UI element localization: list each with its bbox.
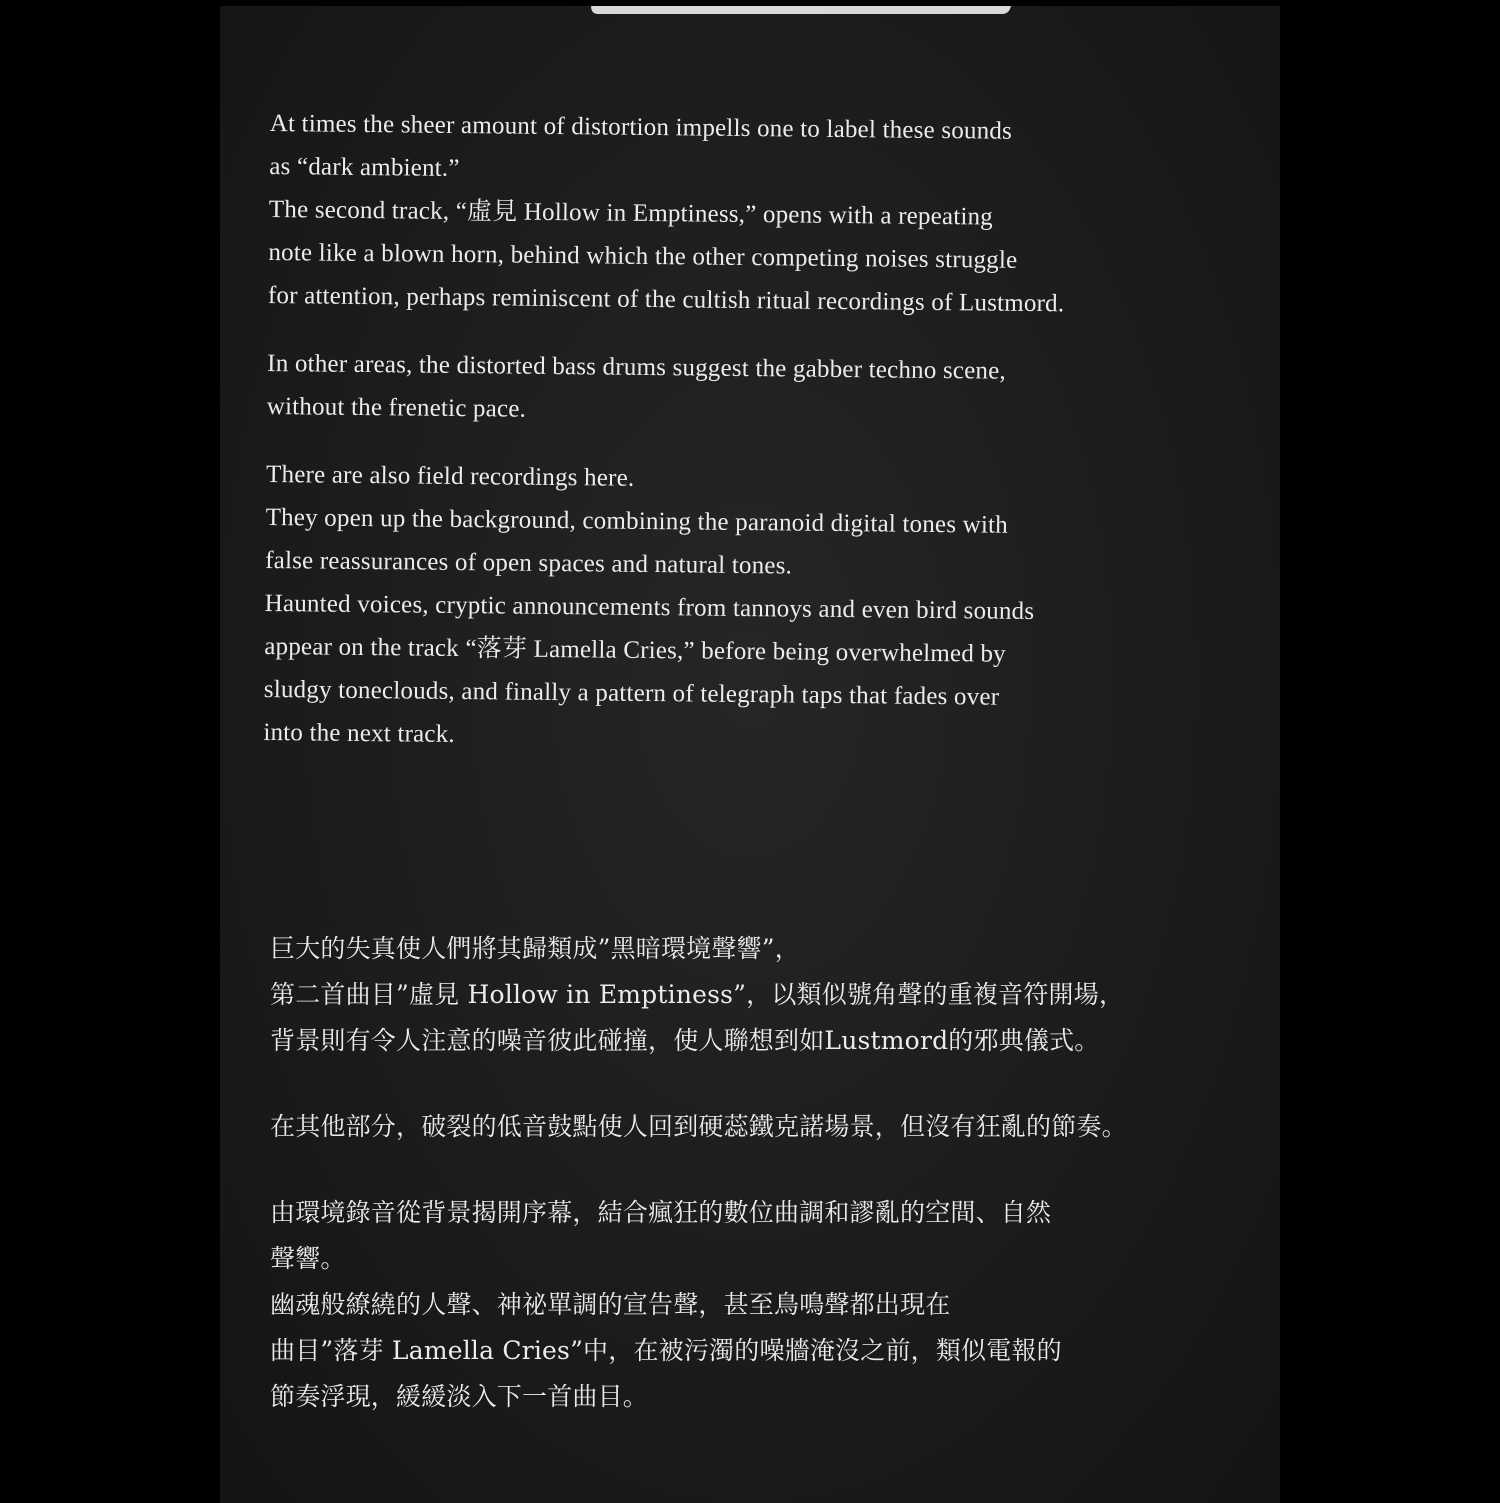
english-line: note like a blown horn, behind which the other competing noises struggle (268, 238, 1018, 274)
english-line: without the frenetic pace. (266, 392, 527, 423)
english-line: sludgy toneclouds, and finally a pattern of telegraph taps that fades over (263, 675, 1000, 711)
chinese-line: 背景則有令人注意的噪音彼此碰撞，使人聯想到如Lustmord的邪典儀式。 (270, 1026, 1100, 1055)
chinese-line: 由環境錄音從背景揭開序幕，結合瘋狂的數位曲調和謬亂的空間、自然 (270, 1198, 1052, 1227)
english-line: into the next track. (263, 718, 455, 748)
english-line: Haunted voices, cryptic announcements from tannoys and even bird sounds (264, 589, 1035, 626)
english-line: false reassurances of open spaces and natural tones. (265, 546, 793, 580)
english-line: They open up the background, combining the paranoid digital tones with (265, 503, 1009, 539)
english-text (263, 102, 1066, 762)
english-line: In other areas, the distorted bass drums suggest the gabber techno scene, (267, 349, 1007, 385)
english-line: At times the sheer amount of distortion impells one to label these sounds (269, 109, 1013, 145)
paragraph-gap (270, 1064, 1127, 1104)
chinese-line: 在其他部分，破裂的低音鼓點使人回到硬蕊鐵克諾場景，但沒有狂亂的節奏。 (270, 1112, 1127, 1141)
english-line: for attention, perhaps reminiscent of the cultish ritual recordings of Lustmord. (267, 281, 1065, 318)
chinese-line: 曲目”落芽 Lamella Cries”中，在被污濁的噪牆淹沒之前，類似電報的 (270, 1336, 1062, 1365)
printed-page (220, 6, 1280, 1503)
paragraph-gap (270, 1150, 1127, 1190)
chinese-line: 幽魂般繚繞的人聲、神祕單調的宣告聲，甚至鳥鳴聲都出現在 (270, 1290, 951, 1319)
english-line: The second track, “虛見 Hollow in Emptiness,” opens with a repeating (268, 195, 994, 231)
chinese-line: 節奏浮現，緩緩淡入下一首曲目。 (270, 1382, 649, 1411)
chinese-line: 聲響。 (270, 1244, 346, 1273)
english-line: There are also field recordings here. (265, 460, 635, 492)
torn-paper-edge (588, 6, 1012, 14)
chinese-line: 第二首曲目”虛見 Hollow in Emptiness”，以類似號角聲的重複音符開場， (270, 980, 1125, 1009)
chinese-text (270, 926, 1127, 1420)
english-line: as “dark ambient.” (269, 152, 460, 182)
chinese-line: 巨大的失真使人們將其歸類成”黑暗環境聲響”， (270, 934, 800, 963)
english-line: appear on the track “落芽 Lamella Cries,” before being overwhelmed by (264, 632, 1006, 668)
